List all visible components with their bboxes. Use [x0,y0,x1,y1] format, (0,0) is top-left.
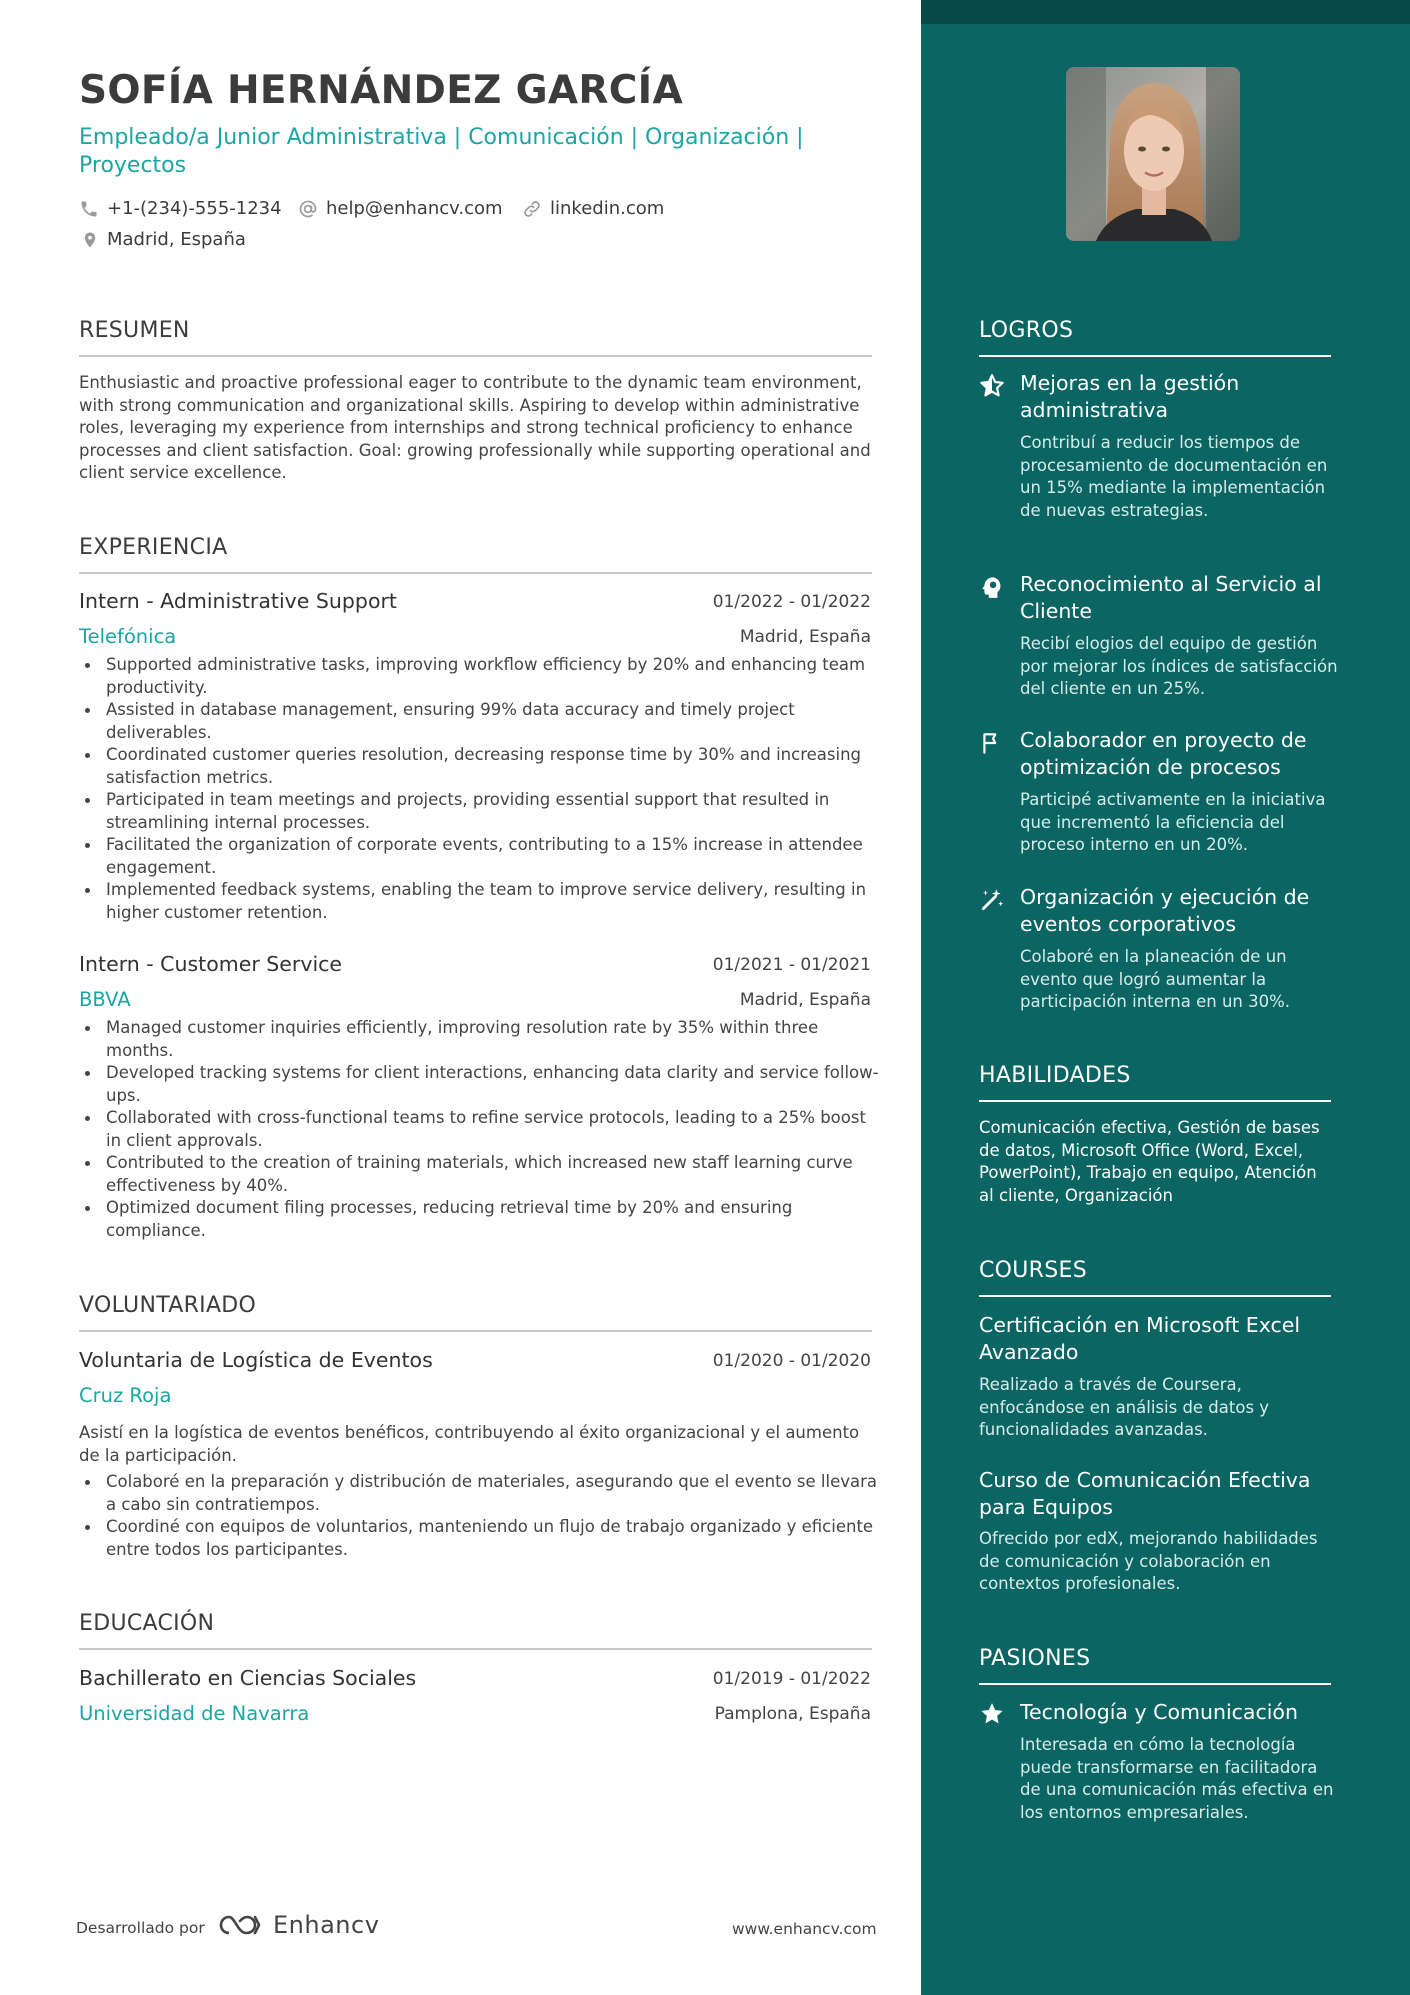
volunteer-role: Voluntaria de Logística de Eventos [79,1348,433,1372]
contact-email[interactable] [298,198,503,219]
job-company: Telefónica [79,625,177,648]
enhancv-logo-icon [217,1912,263,1938]
job-title: Intern - Administrative Support [79,589,397,613]
location-text: Madrid, España [107,229,246,250]
course-description: Ofrecido por edX, mejorando habilidades de comunicación y colaboración en contextos profesionales. [979,1529,1318,1593]
job-location: Madrid, España [739,627,871,647]
job-title: Intern - Customer Service [79,952,343,976]
achievement-title: Colaborador en proyecto de optimización de procesos [1020,728,1307,779]
list-item: Developed tracking systems for client interactions, enhancing data clarity and service follow-ups. [79,1062,879,1107]
experience-section-title: EXPERIENCIA [79,535,872,574]
job-dates: 01/2022 - 01/2022 [712,592,871,612]
list-item: Assisted in database management, ensuring 99% data accuracy and timely project deliverables. [79,699,879,744]
footer-label: Desarrollado por [76,1919,205,1937]
education-section-title: EDUCACIÓN [79,1611,872,1650]
email-text: help@enhancv.com [326,198,503,219]
job-company: BBVA [79,988,131,1011]
list-item: Facilitated the organization of corporate events, contributing to a 15% increase in attendee engagement. [79,834,879,879]
achievement-title: Organización y ejecución de eventos corporativos [1020,885,1310,936]
phone-icon [79,199,99,219]
list-item: Collaborated with cross-functional teams to refine service protocols, leading to a 25% boost in client approvals. [79,1107,879,1152]
passion-title: Tecnología y Comunicación [1020,1700,1298,1724]
list-item: Supported administrative tasks, improving workflow efficiency by 20% and enhancing team productivity. [79,654,879,699]
enhancv-logo-text: Enhancv [273,1911,380,1939]
achievement-title: Reconocimiento al Servicio al Cliente [1020,572,1322,623]
education-dates: 01/2019 - 01/2022 [712,1669,871,1689]
volunteer-bullets [79,1471,879,1561]
contact-location [81,229,246,250]
list-item: Managed customer inquiries efficiently, improving resolution rate by 35% within three months. [79,1017,879,1062]
location-pin-icon [81,230,99,250]
magic-wand-icon [979,887,1005,913]
education-location: Pamplona, España [714,1704,871,1724]
list-item: Contributed to the creation of training materials, which increased new staff learning curve effectiveness by 40%. [79,1152,879,1197]
profile-photo [1066,67,1240,241]
volunteer-organization: Cruz Roja [79,1384,172,1407]
achievement-title: Mejoras en la gestión administrativa [1020,371,1240,422]
at-icon [298,199,318,219]
passions-section-title: PASIONES [979,1646,1331,1685]
volunteering-section-title: VOLUNTARIADO [79,1293,872,1332]
achievement-description: Participé activamente en la iniciativa que incrementó la eficiencia del proceso interno en un 20%. [1020,790,1326,854]
summary-section-title: RESUMEN [79,318,872,357]
job-dates: 01/2021 - 01/2021 [712,955,871,975]
education-institution: Universidad de Navarra [79,1702,310,1725]
star-half-icon [979,373,1005,399]
list-item: Implemented feedback systems, enabling the team to improve service delivery, resulting in higher customer retention. [79,879,879,924]
star-icon [979,1701,1005,1727]
list-item: Optimized document filing processes, reducing retrieval time by 20% and ensuring compliance. [79,1197,879,1242]
achievements-section-title: LOGROS [979,318,1331,357]
sidebar-top-bar [921,0,1410,24]
list-item: Participated in team meetings and projects, providing essential support that resulted in streamlining internal processes. [79,789,879,834]
volunteer-dates: 01/2020 - 01/2020 [712,1351,871,1371]
enhancv-logo[interactable] [217,1911,379,1939]
flag-icon [979,730,1005,756]
job-bullets [79,654,879,924]
courses-section-title: COURSES [979,1258,1331,1297]
job-bullets [79,1017,879,1242]
passion-description: Interesada en cómo la tecnología puede transformarse en facilitadora de una comunicación más efectiva en los entornos empresariales. [1020,1735,1334,1822]
education-degree: Bachillerato en Ciencias Sociales [79,1666,417,1690]
achievement-description: Colaboré en la planeación de un evento que logró aumentar la participación interna en un 30%. [1020,947,1291,1011]
headline: Empleado/a Junior Administrativa | Comunicación | Organización | Proyectos [79,125,804,178]
candidate-name: SOFÍA HERNÁNDEZ GARCÍA [79,68,683,113]
head-bulb-icon [979,574,1005,600]
volunteer-description: Asistí en la logística de eventos benéficos, contribuyendo al éxito organizacional y el aumento de la participación. [79,1423,860,1465]
achievement-description: Contribuí a reducir los tiempos de procesamiento de documentación en un 15% mediante la implementación de nuevas estrategias. [1020,433,1328,520]
phone-text: +1-(234)-555-1234 [107,198,282,219]
list-item: Coordinated customer queries resolution, decreasing response time by 30% and increasing satisfaction metrics. [79,744,879,789]
contact-linkedin[interactable] [522,198,664,219]
list-item: Colaboré en la preparación y distribución de materiales, asegurando que el evento se llevara a cabo sin contratiempos. [79,1471,879,1516]
course-title: Certificación en Microsoft Excel Avanzado [979,1313,1301,1364]
course-title: Curso de Comunicación Efectiva para Equipos [979,1468,1311,1519]
achievement-description: Recibí elogios del equipo de gestión por mejorar los índices de satisfacción del cliente en un 25%. [1020,634,1338,698]
job-location: Madrid, España [739,990,871,1010]
summary-text: Enthusiastic and proactive professional eager to contribute to the dynamic team environment, with strong communication and organizational skills. Aspiring to develop within administrative roles, leveraging my experience from internships and strong technical proficiency to enhance processes and client satisfaction. Goal: growing professionally while supporting operational and client service excellence. [79,373,871,482]
course-description: Realizado a través de Coursera, enfocándose en análisis de datos y funcionalidades avanzadas. [979,1375,1270,1439]
contact-phone[interactable] [79,198,282,219]
linkedin-text: linkedin.com [550,198,665,219]
link-icon [522,199,542,219]
skills-section-title: HABILIDADES [979,1063,1331,1102]
footer-url[interactable]: www.enhancv.com [732,1920,877,1938]
skills-text: Comunicación efectiva, Gestión de bases de datos, Microsoft Office (Word, Excel, PowerPoint), Trabajo en equipo, Atención al cliente, Organización [979,1118,1320,1205]
list-item: Coordiné con equipos de voluntarios, manteniendo un flujo de trabajo organizado y eficiente entre todos los participantes. [79,1516,879,1561]
